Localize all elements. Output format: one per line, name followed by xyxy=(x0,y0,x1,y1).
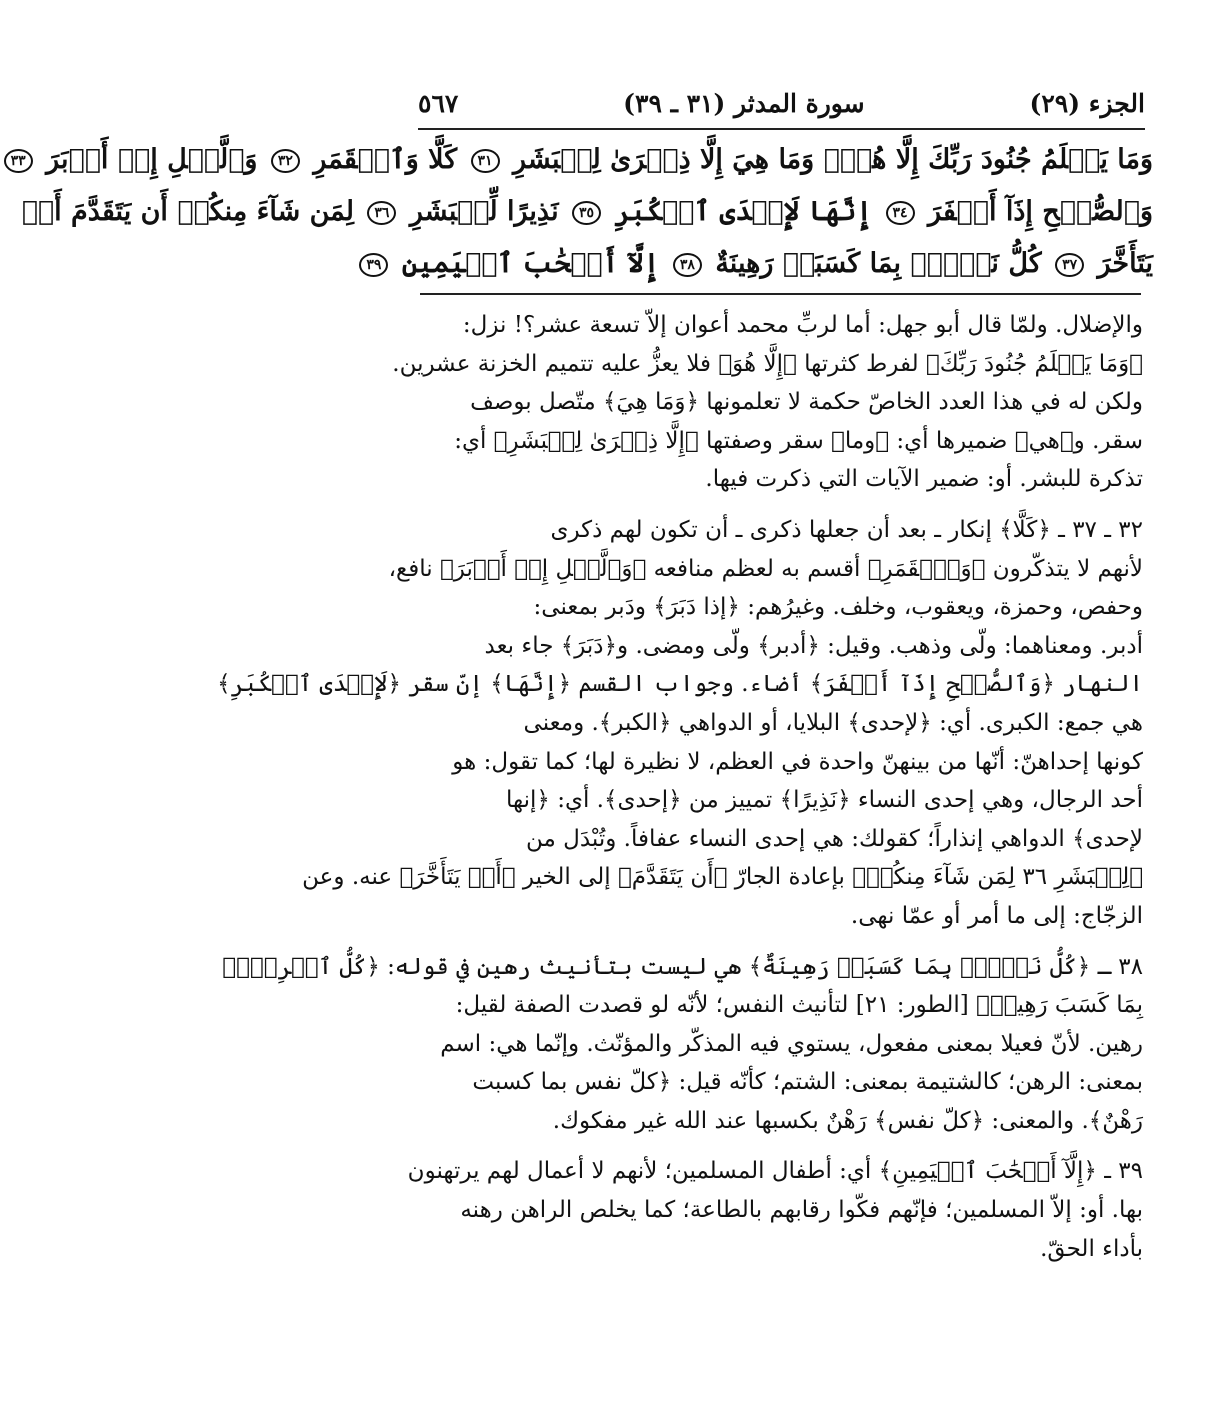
quran-verses xyxy=(10,134,1153,290)
verse-text: كَلَّا وَٱلۡقَمَرِ xyxy=(313,144,458,175)
verse-line xyxy=(10,134,1153,186)
verse-text: وَٱلَّيۡلِ إِذۡ أَدۡبَرَ xyxy=(46,144,258,175)
commentary-line: ولكن له في هذا العدد الخاصّ حكمة لا تعلمونها ﴿وَمَا هِيَ﴾ متّصل بوصف xyxy=(470,389,1143,416)
commentary-line: تذكرة للبشر. أو: ضمير الآيات التي ذكرت فيها. xyxy=(705,466,1143,493)
commentary-paragraph xyxy=(394,306,1143,499)
ayah-number-marker: ٣٩ xyxy=(359,253,388,277)
verse-text: يَتَأَخَّرَ xyxy=(1097,248,1153,279)
commentary-line: بمعنى: الرهن؛ كالشتيمة بمعنى: الشتم؛ كأنّه قيل: ﴿كلّ نفس بما كسبت xyxy=(472,1069,1143,1096)
ayah-number-marker: ٣٧ xyxy=(1055,253,1084,277)
ayah-number-marker: ٣٨ xyxy=(673,253,702,277)
commentary-paragraph xyxy=(222,948,1143,1141)
ayah-number-marker: ٣٤ xyxy=(886,201,915,225)
page xyxy=(10,0,1223,1410)
commentary-line: لإحدى﴾ الدواهي إنذاراً؛ كقولك: هي إحدى النساء عفافاً. وتُبْدَل من xyxy=(525,825,1143,852)
commentary-line: ٣٢ ـ ٣٧ ـ ﴿كَلَّا﴾ إنكار ـ بعد أن جعلها ذكرى ـ أن تكون لهم ذكرى xyxy=(550,516,1143,543)
verse-text: لِمَن شَآءَ مِنكُمۡ أَن يَتَقَدَّمَ أَوۡ xyxy=(21,196,354,227)
commentary-line: رهين. لأنّ فعيلا بمعنى مفعول، يستوي فيه المذكّر والمؤنّث. وإنّما هي: اسم xyxy=(440,1030,1143,1057)
commentary-line: ﴿وَمَا يَعۡلَمُ جُنُودَ رَبِّكَ﴾ لفرط كثرتها ﴿إِلَّا هُوَ﴾ فلا يعزُّ عليه تتميم الخزنة عشرين. xyxy=(392,350,1143,377)
commentary-line: كونها إحداهنّ: أنّها من بينهنّ واحدة في العظم، لا نظيرة لها؛ كما تقول: هو xyxy=(452,748,1143,775)
divider xyxy=(420,293,1141,295)
commentary-line: سقر. و﴿هي﴾ ضميرها أي: ﴿وما﴾ سقر وصفتها ﴿إِلَّا ذِكۡرَىٰ لِلۡبَشَرِ﴾ أي: xyxy=(454,427,1143,454)
commentary-line: أحد الرجال، وهي إحدى النساء ﴿نَذِيرًا﴾ تمييز من ﴿إحدى﴾. أي: ﴿إنها xyxy=(506,787,1143,814)
juz-label: الجزء (٢٩) xyxy=(1029,88,1145,118)
commentary-line: ﴿لِلۡبَشَرِ ٣٦ لِمَن شَآءَ مِنكُمۡ﴾ بإعادة الجارّ ﴿أَن يَتَقَدَّمَ﴾ إلى الخير ﴿أَوۡ يَتَأَخَّرَ﴾ عنه. وعن xyxy=(302,864,1143,891)
commentary-line: هي جمع: الكبرى. أي: ﴿لإحدى﴾ البلايا، أو الدواهي ﴿الكبر﴾. ومعنى xyxy=(523,709,1143,736)
commentary-paragraph xyxy=(394,1152,1143,1268)
commentary xyxy=(217,306,1143,1280)
verse-text: كُلُّ نَفۡسِۭ بِمَا كَسَبَتۡ رَهِينَةٌ xyxy=(715,248,1042,279)
commentary-line: رَهْنٌ﴾. والمعنى: ﴿كلّ نفس﴾ رَهْنٌ بكسبها عند الله غير مفكوك. xyxy=(552,1107,1143,1134)
verse-line xyxy=(366,238,1153,290)
ayah-number-marker: ٣٥ xyxy=(572,201,601,225)
ayah-number-marker: ٣١ xyxy=(471,149,500,173)
commentary-line: وحفص، وحمزة، ويعقوب، وخلف. وغيرُهم: ﴿إذا دَبَرَ﴾ ودَبر بمعنى: xyxy=(533,594,1143,621)
page-header xyxy=(418,78,1145,130)
commentary-line: بأداء الحقّ. xyxy=(1040,1235,1143,1262)
commentary-paragraph xyxy=(217,511,1143,936)
page-number: ٥٦٧ xyxy=(418,88,459,118)
verse-text: نَذِيرًا لِّلۡبَشَرِ xyxy=(409,196,559,227)
commentary-line: بِمَا كَسَبَ رَهِينٞ﴾ [الطور: ٢١] لتأنيث النفس؛ لأنّه لو قصدت الصفة لقيل: xyxy=(455,992,1143,1019)
ayah-number-marker: ٣٦ xyxy=(367,201,396,225)
verse-text: وَٱلصُّبۡحِ إِذَآ أَسۡفَرَ xyxy=(927,196,1153,227)
verse-text: إِنَّهَا لَإِحۡدَى ٱلۡكُبَرِ xyxy=(614,196,873,227)
ayah-number-marker: ٣٢ xyxy=(271,149,300,173)
verse-line xyxy=(21,186,1153,238)
commentary-line: ٣٨ ـ ﴿كُلُّ نَفۡسِۭ بِمَا كَسَبَتۡ رَهِينَةٌ﴾ هي ليست بتأنيث رهين في قوله: ﴿كُلُّ ٱمۡرِيِٕۭ xyxy=(222,953,1143,980)
commentary-line: ٣٩ ـ ﴿إِلَّآ أَصۡحَٰبَ ٱلۡيَمِينِ﴾ أي: أطفال المسلمين؛ لأنهم لا أعمال لهم يرتهنون xyxy=(407,1158,1143,1185)
commentary-line: النهار ﴿وَٱلصُّبۡحِ إِذَآ أَسۡفَرَ﴾ أضاء. وجواب القسم ﴿إِنَّهَا﴾ إنّ سقر ﴿لَإِحۡدَى ٱلۡكُبَرِ﴾ xyxy=(217,671,1143,698)
commentary-line: الزجّاج: إلى ما أمر أو عمّا نهى. xyxy=(850,902,1143,929)
surah-title: سورة المدثر (٣١ ـ ٣٩) xyxy=(623,88,865,118)
verse-text: إِلَّآ أَصۡحَٰبَ ٱلۡيَمِينِ xyxy=(401,248,660,279)
ayah-number-marker: ٣٣ xyxy=(4,149,33,173)
commentary-line: أدبر. ومعناهما: ولّى وذهب. وقيل: ﴿أدبر﴾ ولّى ومضى. و﴿دَبَرَ﴾ جاء بعد xyxy=(484,632,1143,659)
commentary-line: لأنهم لا يتذكّرون ﴿وَٱلۡقَمَرِ﴾ أقسم به لعظم منافعه ﴿وَٱلَّيۡلِ إِذۡ أَدۡبَرَ﴾ نافع، xyxy=(388,555,1143,582)
commentary-line: بها. أو: إلاّ المسلمين؛ فإنّهم فكّوا رقابهم بالطاعة؛ كما يخلص الراهن رهنه xyxy=(460,1197,1143,1224)
commentary-line: والإضلال. ولمّا قال أبو جهل: أما لربِّ محمد أعوان إلاّ تسعة عشر؟! نزل: xyxy=(462,312,1143,338)
verse-text: وَمَا يَعۡلَمُ جُنُودَ رَبِّكَ إِلَّا هُوَۚ وَمَا هِيَ إِلَّا ذِكۡرَىٰ لِلۡبَشَرِ xyxy=(512,144,1153,175)
